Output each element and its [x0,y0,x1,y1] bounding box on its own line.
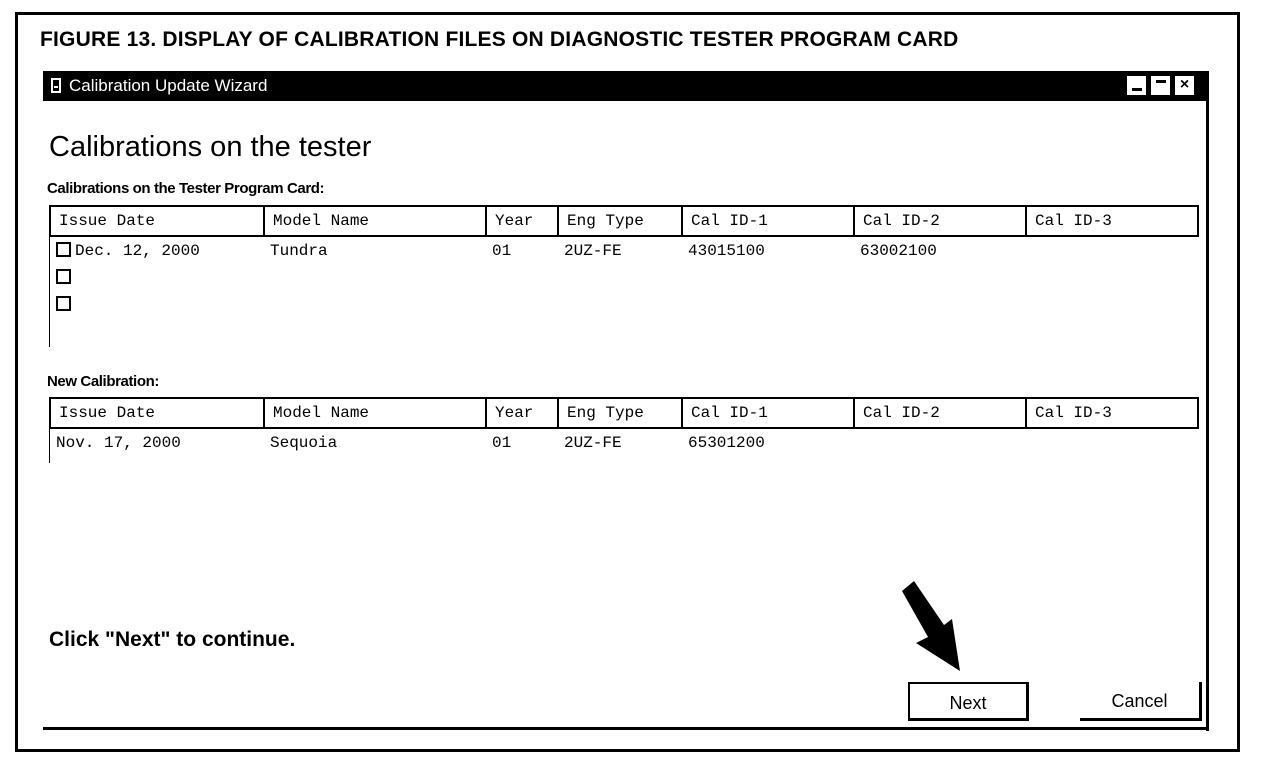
table-row[interactable] [50,264,1198,291]
row-checkbox[interactable] [56,269,71,284]
instruction-text: Click "Next" to continue. [49,628,296,651]
column-header[interactable]: Year [486,398,558,428]
cancel-button[interactable]: Cancel [1080,682,1202,721]
row-checkbox[interactable] [56,296,71,311]
table-row[interactable] [50,428,1198,456]
column-header[interactable]: Cal ID-3 [1026,398,1198,428]
cal-id-3-cell [1026,236,1198,264]
column-header[interactable]: Cal ID-2 [854,398,1026,428]
tester-section-label: Calibrations on the Tester Program Card: [47,180,325,197]
eng-type-cell: 2UZ-FE [564,433,622,452]
cal-id-1-cell: 43015100 [688,241,765,260]
year-cell: 01 [492,433,512,452]
column-header[interactable]: Eng Type [558,398,682,428]
tester-calibrations-table [49,205,1199,318]
eng-type-cell: 2UZ-FE [564,241,622,260]
wizard-window [43,71,1209,731]
column-header[interactable]: Eng Type [558,206,682,236]
column-header[interactable]: Model Name [264,206,486,236]
cal-id-1-cell: 65301200 [688,433,765,452]
table-header-row [50,206,1198,236]
column-header[interactable]: Model Name [264,398,486,428]
column-header[interactable]: Cal ID-1 [682,398,854,428]
cal-id-2-cell [854,428,1026,456]
issue-date-cell: Dec. 12, 2000 [75,241,200,260]
new-calibration-table [49,397,1199,456]
cal-id-2-cell: 63002100 [860,241,937,260]
table-header-row [50,398,1198,428]
model-name-cell: Sequoia [270,433,338,452]
row-checkbox[interactable] [56,242,71,257]
column-header[interactable]: Issue Date [50,206,264,236]
issue-date-cell: Nov. 17, 2000 [56,433,181,452]
column-header[interactable]: Cal ID-3 [1026,206,1198,236]
tester-icon [51,78,61,93]
column-header[interactable]: Issue Date [50,398,264,428]
figure-title: FIGURE 13. DISPLAY OF CALIBRATION FILES ON DIAGNOSTIC TESTER PROGRAM CARD [40,28,959,51]
title-bar[interactable] [43,71,1209,101]
table-row[interactable] [50,236,1198,264]
window-border [43,727,1209,730]
column-header[interactable]: Year [486,206,558,236]
page-heading: Calibrations on the tester [49,131,372,163]
column-header[interactable]: Cal ID-1 [682,206,854,236]
table-row[interactable] [50,291,1198,318]
model-name-cell: Tundra [270,241,328,260]
new-calibration-label: New Calibration: [47,373,159,390]
year-cell: 01 [492,241,512,260]
maximize-button[interactable] [1151,76,1170,95]
window-title: Calibration Update Wizard [69,76,268,95]
window-border [1206,101,1209,731]
column-header[interactable]: Cal ID-2 [854,206,1026,236]
next-button[interactable]: Next [908,682,1029,721]
minimize-button[interactable] [1127,76,1146,95]
close-button[interactable]: × [1175,76,1194,95]
arrow-pointer-icon [900,579,970,675]
cal-id-3-cell [1026,428,1198,456]
